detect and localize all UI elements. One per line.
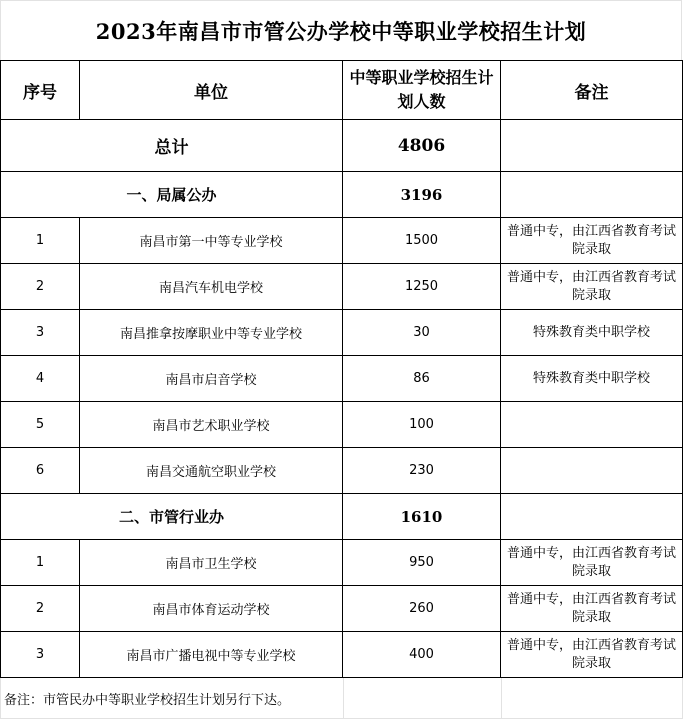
row-unit: 南昌市启音学校 bbox=[80, 356, 343, 402]
row-index: 2 bbox=[1, 264, 80, 310]
enrollment-table bbox=[0, 60, 683, 678]
row-index: 2 bbox=[1, 586, 80, 632]
table-row bbox=[1, 264, 683, 310]
table-row bbox=[1, 218, 683, 264]
row-quota: 100 bbox=[343, 402, 501, 448]
total-row bbox=[1, 120, 683, 172]
table-row bbox=[1, 356, 683, 402]
row-note: 普通中专，由江西省教育考试院录取 bbox=[501, 218, 683, 264]
header-row bbox=[1, 61, 683, 120]
row-quota: 30 bbox=[343, 310, 501, 356]
row-unit: 南昌市广播电视中等专业学校 bbox=[80, 632, 343, 678]
row-index: 1 bbox=[1, 218, 80, 264]
row-note: 特殊教育类中职学校 bbox=[501, 356, 683, 402]
section-label: 二、市管行业办 bbox=[1, 494, 343, 540]
section-row bbox=[1, 494, 683, 540]
row-index: 4 bbox=[1, 356, 80, 402]
section-value: 3196 bbox=[343, 172, 501, 218]
section-value: 1610 bbox=[343, 494, 501, 540]
section-note bbox=[501, 172, 683, 218]
row-quota: 86 bbox=[343, 356, 501, 402]
row-note: 普通中专，由江西省教育考试院录取 bbox=[501, 540, 683, 586]
row-unit: 南昌市艺术职业学校 bbox=[80, 402, 343, 448]
footer-note-row bbox=[0, 678, 682, 719]
row-quota: 260 bbox=[343, 586, 501, 632]
grid-divider bbox=[343, 678, 344, 719]
row-unit: 南昌市卫生学校 bbox=[80, 540, 343, 586]
row-note bbox=[501, 402, 683, 448]
row-note: 普通中专，由江西省教育考试院录取 bbox=[501, 264, 683, 310]
row-quota: 1500 bbox=[343, 218, 501, 264]
footer-note: 备注：市管民办中等职业学校招生计划另行下达。 bbox=[4, 693, 291, 708]
row-index: 6 bbox=[1, 448, 80, 494]
grid-divider bbox=[682, 678, 683, 719]
total-note bbox=[501, 120, 683, 172]
row-unit: 南昌市体育运动学校 bbox=[80, 586, 343, 632]
header-index: 序号 bbox=[1, 61, 80, 120]
row-index: 3 bbox=[1, 632, 80, 678]
row-quota: 400 bbox=[343, 632, 501, 678]
section-label: 一、局属公办 bbox=[1, 172, 343, 218]
row-quota: 950 bbox=[343, 540, 501, 586]
table-row bbox=[1, 310, 683, 356]
row-unit: 南昌市第一中等专业学校 bbox=[80, 218, 343, 264]
total-label: 总计 bbox=[1, 120, 343, 172]
row-quota: 1250 bbox=[343, 264, 501, 310]
total-value: 4806 bbox=[343, 120, 501, 172]
table-row bbox=[1, 448, 683, 494]
row-note: 普通中专，由江西省教育考试院录取 bbox=[501, 586, 683, 632]
row-note: 普通中专，由江西省教育考试院录取 bbox=[501, 632, 683, 678]
header-quota: 中等职业学校招生计划人数 bbox=[343, 61, 501, 120]
row-index: 5 bbox=[1, 402, 80, 448]
row-note bbox=[501, 448, 683, 494]
row-index: 1 bbox=[1, 540, 80, 586]
row-unit: 南昌交通航空职业学校 bbox=[80, 448, 343, 494]
row-index: 3 bbox=[1, 310, 80, 356]
grid-divider bbox=[501, 678, 502, 719]
section-note bbox=[501, 494, 683, 540]
row-note: 特殊教育类中职学校 bbox=[501, 310, 683, 356]
page-title: 2023年南昌市市管公办学校中等职业学校招生计划 bbox=[0, 0, 682, 60]
table-row bbox=[1, 586, 683, 632]
row-unit: 南昌汽车机电学校 bbox=[80, 264, 343, 310]
header-unit: 单位 bbox=[80, 61, 343, 120]
table-row bbox=[1, 540, 683, 586]
table-row bbox=[1, 632, 683, 678]
table-row bbox=[1, 402, 683, 448]
row-unit: 南昌推拿按摩职业中等专业学校 bbox=[80, 310, 343, 356]
section-row bbox=[1, 172, 683, 218]
header-note: 备注 bbox=[501, 61, 683, 120]
row-quota: 230 bbox=[343, 448, 501, 494]
